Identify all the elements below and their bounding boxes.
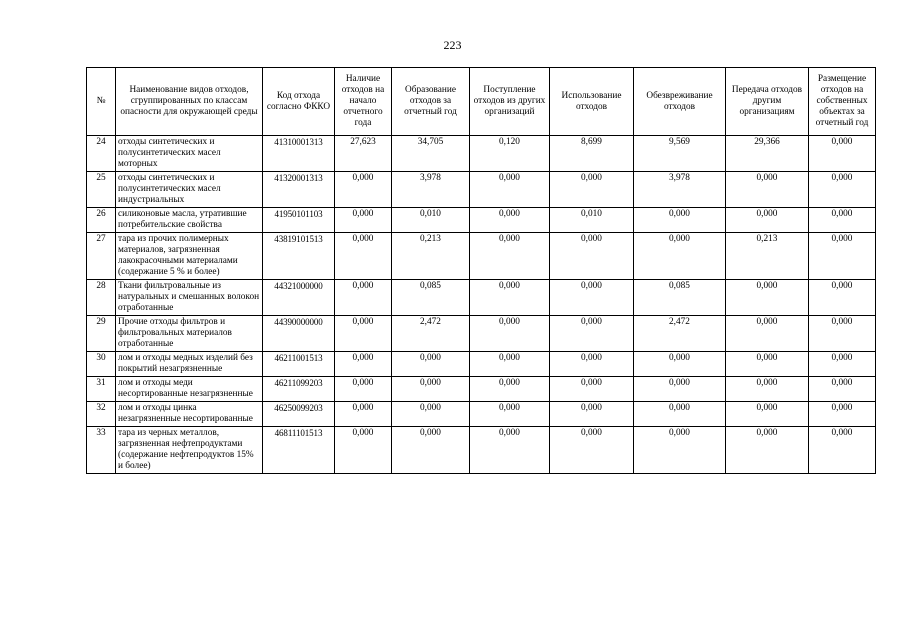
header-row [87,68,876,136]
cell-placed: 0,000 [809,280,876,316]
cell-transferred: 0,000 [726,377,809,402]
table-row [87,377,876,402]
cell-transferred: 0,000 [726,208,809,233]
cell-waste-name: силиконовые масла, утратившие потребительские свойства [116,208,263,233]
cell-used: 0,000 [550,427,634,474]
cell-used: 0,000 [550,377,634,402]
cell-waste-name: лом и отходы медных изделий без покрытий незагрязненные [116,352,263,377]
cell-transferred: 0,213 [726,233,809,280]
header-neutralized: Обезвреживание отходов [634,68,726,136]
cell-fkko-code: 41320001313 [263,172,335,208]
cell-placed: 0,000 [809,352,876,377]
table-row [87,172,876,208]
cell-neutralized: 0,000 [634,402,726,427]
cell-neutralized: 0,000 [634,377,726,402]
cell-waste-name: отходы синтетических и полусинтетических масел индустриальных [116,172,263,208]
cell-num: 29 [87,316,116,352]
cell-placed: 0,000 [809,427,876,474]
header-name: Наименование видов отходов, сгруппированных по классам опасности для окружающей среды [116,68,263,136]
cell-neutralized: 9,569 [634,136,726,172]
cell-used: 0,010 [550,208,634,233]
cell-neutralized: 0,000 [634,208,726,233]
cell-start-balance: 0,000 [335,427,392,474]
cell-neutralized: 0,000 [634,233,726,280]
cell-received: 0,000 [470,280,550,316]
cell-neutralized: 3,978 [634,172,726,208]
header-transferred: Передача отходов другим организациям [726,68,809,136]
cell-num: 33 [87,427,116,474]
cell-waste-name: Ткани фильтровальные из натуральных и смешанных волокон отработанные [116,280,263,316]
cell-fkko-code: 41950101103 [263,208,335,233]
cell-received: 0,000 [470,427,550,474]
header-placed: Размещение отходов на собственных объектах за отчетный год [809,68,876,136]
cell-placed: 0,000 [809,377,876,402]
cell-received: 0,000 [470,377,550,402]
cell-start-balance: 0,000 [335,402,392,427]
cell-neutralized: 0,000 [634,352,726,377]
cell-start-balance: 0,000 [335,377,392,402]
cell-transferred: 0,000 [726,280,809,316]
cell-start-balance: 0,000 [335,352,392,377]
header-generated: Образование отходов за отчетный год [392,68,470,136]
cell-received: 0,120 [470,136,550,172]
page-number: 223 [443,38,462,52]
cell-used: 8,699 [550,136,634,172]
cell-fkko-code: 44390000000 [263,316,335,352]
cell-generated: 2,472 [392,316,470,352]
cell-waste-name: тара из прочих полимерных материалов, загрязненная лакокрасочными материалами (содержание 5 % и более) [116,233,263,280]
cell-waste-name: Прочие отходы фильтров и фильтровальных материалов отработанные [116,316,263,352]
cell-neutralized: 0,085 [634,280,726,316]
cell-waste-name: лом и отходы цинка незагрязненные несортированные [116,402,263,427]
cell-used: 0,000 [550,402,634,427]
table-row [87,233,876,280]
cell-generated: 0,213 [392,233,470,280]
cell-used: 0,000 [550,316,634,352]
header-used: Использование отходов [550,68,634,136]
cell-start-balance: 0,000 [335,280,392,316]
cell-transferred: 0,000 [726,172,809,208]
cell-waste-name: отходы синтетических и полусинтетических масел моторных [116,136,263,172]
cell-used: 0,000 [550,172,634,208]
cell-num: 26 [87,208,116,233]
cell-transferred: 0,000 [726,402,809,427]
header-start-balance: Наличие отходов на начало отчетного года [335,68,392,136]
cell-placed: 0,000 [809,316,876,352]
table-row [87,427,876,474]
table-row [87,280,876,316]
cell-num: 30 [87,352,116,377]
cell-waste-name: тара из черных металлов, загрязненная нефтепродуктами (содержание нефтепродуктов 15% и более) [116,427,263,474]
cell-start-balance: 0,000 [335,233,392,280]
header-code: Код отхода согласно ФККО [263,68,335,136]
cell-fkko-code: 46211001513 [263,352,335,377]
cell-fkko-code: 41310001313 [263,136,335,172]
cell-num: 32 [87,402,116,427]
cell-transferred: 0,000 [726,352,809,377]
cell-start-balance: 0,000 [335,172,392,208]
header-num: № [87,68,116,136]
cell-num: 28 [87,280,116,316]
table-row [87,402,876,427]
cell-transferred: 29,366 [726,136,809,172]
cell-waste-name: лом и отходы меди несортированные незагрязненные [116,377,263,402]
cell-placed: 0,000 [809,208,876,233]
cell-num: 25 [87,172,116,208]
cell-received: 0,000 [470,402,550,427]
cell-used: 0,000 [550,352,634,377]
cell-generated: 0,000 [392,352,470,377]
cell-neutralized: 2,472 [634,316,726,352]
cell-received: 0,000 [470,208,550,233]
cell-fkko-code: 46250099203 [263,402,335,427]
header-received: Поступление отходов из других организаций [470,68,550,136]
cell-received: 0,000 [470,352,550,377]
cell-start-balance: 27,623 [335,136,392,172]
cell-transferred: 0,000 [726,316,809,352]
cell-received: 0,000 [470,233,550,280]
cell-placed: 0,000 [809,136,876,172]
cell-received: 0,000 [470,316,550,352]
cell-placed: 0,000 [809,233,876,280]
cell-generated: 0,000 [392,427,470,474]
cell-placed: 0,000 [809,402,876,427]
waste-table [86,67,876,474]
table-row [87,352,876,377]
cell-generated: 3,978 [392,172,470,208]
cell-received: 0,000 [470,172,550,208]
cell-neutralized: 0,000 [634,427,726,474]
table-row [87,208,876,233]
cell-fkko-code: 46211099203 [263,377,335,402]
cell-num: 27 [87,233,116,280]
cell-num: 31 [87,377,116,402]
cell-fkko-code: 44321000000 [263,280,335,316]
cell-generated: 0,000 [392,377,470,402]
cell-num: 24 [87,136,116,172]
table-row [87,316,876,352]
cell-fkko-code: 46811101513 [263,427,335,474]
cell-used: 0,000 [550,233,634,280]
cell-generated: 34,705 [392,136,470,172]
cell-used: 0,000 [550,280,634,316]
cell-fkko-code: 43819101513 [263,233,335,280]
cell-generated: 0,010 [392,208,470,233]
cell-start-balance: 0,000 [335,208,392,233]
cell-generated: 0,085 [392,280,470,316]
cell-start-balance: 0,000 [335,316,392,352]
table-row [87,136,876,172]
cell-generated: 0,000 [392,402,470,427]
cell-transferred: 0,000 [726,427,809,474]
cell-placed: 0,000 [809,172,876,208]
